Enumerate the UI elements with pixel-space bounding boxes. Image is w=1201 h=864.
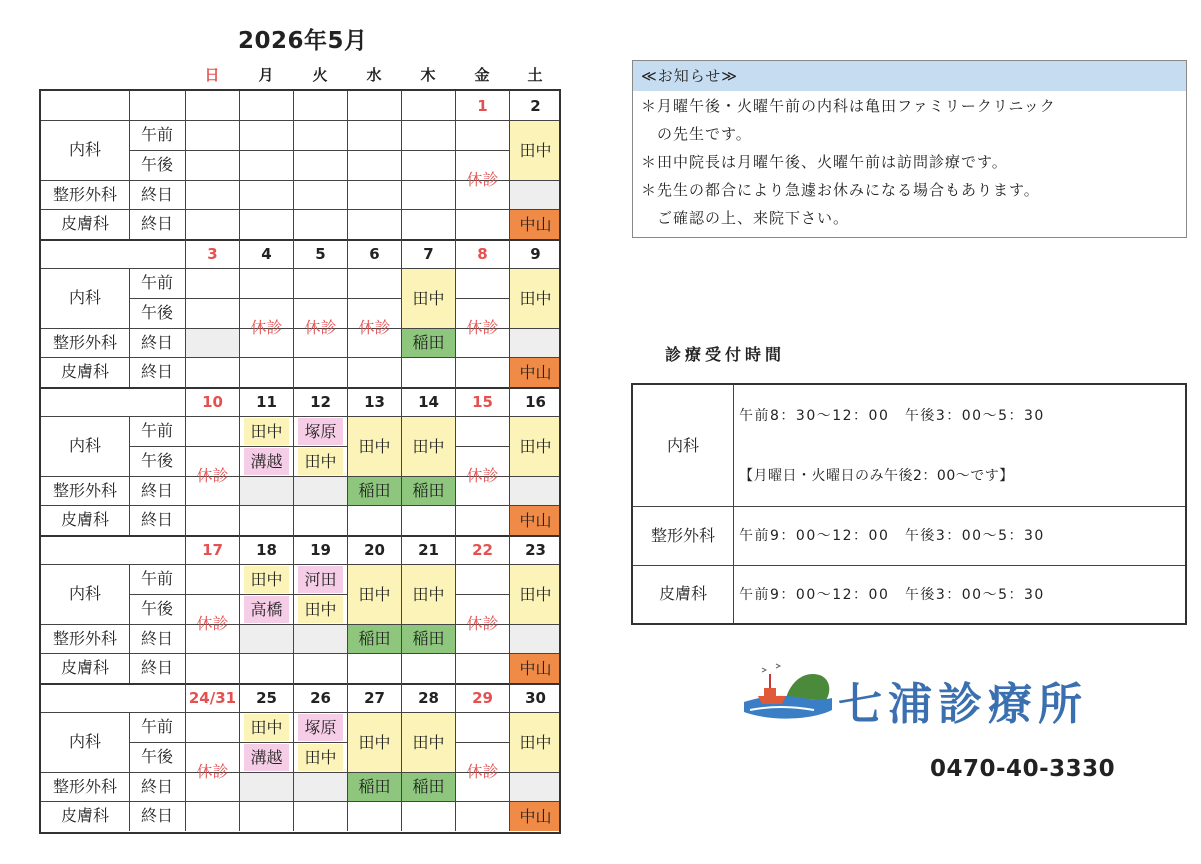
notice-line: ＊先生の都合により急遽お休みになる場合もあります。 — [641, 181, 1040, 199]
date-number: 23 — [525, 541, 546, 559]
date-number: 12 — [310, 393, 331, 411]
doctor-naika-am: 田中 — [244, 566, 289, 593]
date-number: 30 — [525, 689, 546, 707]
hours-dept-seikei: 整形外科 — [650, 526, 715, 545]
date-number: 1 — [477, 97, 488, 115]
date-number: 20 — [364, 541, 385, 559]
dept-label-naika: 内科 — [68, 436, 101, 455]
closed-label: 休診 — [466, 170, 499, 189]
empty-slot — [510, 625, 561, 653]
notice-line: ご確認の上、来院下さい。 — [641, 209, 850, 227]
date-number: 19 — [310, 541, 331, 559]
doctor-naika: 田中 — [510, 121, 561, 180]
time-label-all: 終日 — [140, 362, 173, 381]
time-label-am: 午前 — [140, 273, 173, 292]
date-number: 21 — [418, 541, 439, 559]
boat-logo-icon — [742, 660, 834, 724]
date-number: 25 — [256, 689, 277, 707]
dept-label-hifu: 皮膚科 — [60, 806, 109, 825]
time-label-all: 終日 — [140, 658, 173, 677]
closed-label: 休診 — [196, 466, 229, 485]
date-number — [186, 92, 239, 120]
date-number: 2 — [530, 97, 541, 115]
closed-label: 休診 — [304, 318, 337, 337]
empty-slot — [240, 477, 293, 505]
doctor-naika-pm: 田中 — [298, 596, 343, 623]
empty-slot — [510, 181, 561, 209]
closed-label: 休診 — [196, 614, 229, 633]
empty-slot — [510, 329, 561, 357]
date-number: 27 — [364, 689, 385, 707]
empty-slot — [186, 329, 239, 357]
calendar-title: 2026年5月 — [238, 28, 368, 54]
dept-label-naika: 内科 — [68, 584, 101, 603]
doctor-naika: 田中 — [510, 269, 561, 328]
time-label-am: 午前 — [140, 717, 173, 736]
doctor-naika: 田中 — [510, 713, 561, 772]
closed-label: 休診 — [466, 614, 499, 633]
date-number: 18 — [256, 541, 277, 559]
date-number: 4 — [261, 245, 272, 263]
closed-label: 休診 — [250, 318, 283, 337]
weekday-5: 金 — [474, 66, 490, 84]
date-number: 7 — [423, 245, 434, 263]
date-number: 10 — [202, 393, 223, 411]
notice-line: ＊田中院長は月曜午後、火曜午前は訪問診療です。 — [641, 153, 1008, 171]
doctor-naika-am: 塚原 — [298, 418, 343, 445]
date-number: 16 — [525, 393, 546, 411]
closed-label: 休診 — [466, 762, 499, 781]
closed-label: 休診 — [196, 762, 229, 781]
notice-title: ≪お知らせ≫ — [633, 61, 1186, 91]
date-number: 13 — [364, 393, 385, 411]
notice-line: の先生です。 — [641, 125, 752, 143]
doctor-naika-pm: 田中 — [298, 448, 343, 475]
notice-line: ＊月曜午後・火曜午前の内科は亀田ファミリークリニック — [641, 97, 1056, 115]
time-label-pm: 午後 — [140, 599, 173, 618]
hours-title: 診療受付時間 — [665, 345, 786, 364]
dept-label-seikei: 整形外科 — [52, 629, 117, 648]
doctor-naika: 田中 — [510, 565, 561, 624]
doctor-seikei: 稲田 — [402, 477, 455, 505]
time-label-pm: 午後 — [140, 451, 173, 470]
time-label-all: 終日 — [140, 481, 173, 500]
closed-label: 休診 — [466, 466, 499, 485]
schedule-calendar — [39, 89, 561, 834]
time-label-am: 午前 — [140, 569, 173, 588]
dept-label-naika: 内科 — [68, 140, 101, 159]
phone-number: 0470-40-3330 — [930, 756, 1116, 782]
date-number — [402, 92, 455, 120]
doctor-naika: 田中 — [348, 565, 401, 624]
weekday-3: 水 — [366, 66, 382, 84]
dept-label-hifu: 皮膚科 — [60, 362, 109, 381]
hours-dept-naika: 内科 — [666, 436, 699, 455]
date-number: 15 — [472, 393, 493, 411]
doctor-seikei: 稲田 — [348, 773, 401, 801]
date-number: 24/31 — [188, 689, 237, 707]
dept-label-seikei: 整形外科 — [52, 777, 117, 796]
date-number: 6 — [369, 245, 380, 263]
empty-slot — [294, 773, 347, 801]
time-label-pm: 午後 — [140, 303, 173, 322]
hours-naika-time: 午前8：30～12：00 午後3：00～5：30 — [739, 408, 1045, 424]
empty-slot — [294, 625, 347, 653]
date-number: 8 — [477, 245, 488, 263]
doctor-naika-pm: 溝越 — [244, 448, 289, 475]
date-number — [348, 92, 401, 120]
doctor-naika-pm: 田中 — [298, 744, 343, 771]
dept-label-seikei: 整形外科 — [52, 333, 117, 352]
doctor-naika: 田中 — [402, 713, 455, 772]
clinic-logo-name: 七浦診療所 — [838, 679, 1088, 730]
hours-dept-hifu: 皮膚科 — [658, 584, 707, 603]
hours-naika-note: 【月曜日・火曜日のみ午後2：00～です】 — [739, 468, 1014, 484]
empty-slot — [240, 625, 293, 653]
date-number — [240, 92, 293, 120]
time-label-pm: 午後 — [140, 155, 173, 174]
doctor-hifu: 中山 — [510, 506, 561, 535]
doctor-hifu: 中山 — [510, 210, 561, 239]
empty-slot — [240, 773, 293, 801]
doctor-hifu: 中山 — [510, 358, 561, 387]
time-label-all: 終日 — [140, 214, 173, 233]
date-number: 22 — [472, 541, 493, 559]
doctor-seikei: 稲田 — [348, 625, 401, 653]
date-number: 28 — [418, 689, 439, 707]
time-label-all: 終日 — [140, 806, 173, 825]
date-number: 3 — [207, 245, 218, 263]
date-number: 11 — [256, 393, 277, 411]
empty-slot — [510, 773, 561, 801]
doctor-naika: 田中 — [348, 713, 401, 772]
dept-label-hifu: 皮膚科 — [60, 510, 109, 529]
doctor-naika: 田中 — [348, 417, 401, 476]
date-number: 17 — [202, 541, 223, 559]
time-label-am: 午前 — [140, 125, 173, 144]
dept-label-naika: 内科 — [68, 288, 101, 307]
dept-label-seikei: 整形外科 — [52, 481, 117, 500]
time-label-all: 終日 — [140, 185, 173, 204]
time-label-pm: 午後 — [140, 747, 173, 766]
weekday-0: 日 — [204, 66, 220, 84]
hours-seikei-time: 午前9：00～12：00 午後3：00～5：30 — [739, 528, 1045, 544]
closed-label: 休診 — [466, 318, 499, 337]
doctor-seikei: 稲田 — [348, 477, 401, 505]
date-number: 26 — [310, 689, 331, 707]
date-number — [294, 92, 347, 120]
doctor-naika-am: 田中 — [244, 714, 289, 741]
weekday-4: 木 — [420, 66, 436, 84]
weekday-1: 月 — [258, 66, 274, 84]
hours-table — [631, 383, 1187, 625]
weekday-6: 土 — [527, 66, 543, 84]
time-label-all: 終日 — [140, 333, 173, 352]
doctor-naika-am: 田中 — [244, 418, 289, 445]
empty-slot — [294, 477, 347, 505]
doctor-seikei: 稲田 — [402, 773, 455, 801]
doctor-hifu: 中山 — [510, 654, 561, 683]
date-number: 9 — [530, 245, 541, 263]
doctor-naika: 田中 — [510, 417, 561, 476]
notice-box — [632, 60, 1187, 238]
date-number: 14 — [418, 393, 439, 411]
doctor-naika-pm: 高橋 — [244, 596, 289, 623]
empty-slot — [510, 477, 561, 505]
hours-hifu-time: 午前9：00～12：00 午後3：00～5：30 — [739, 587, 1045, 603]
date-number: 5 — [315, 245, 326, 263]
dept-label-hifu: 皮膚科 — [60, 658, 109, 677]
date-number: 29 — [472, 689, 493, 707]
doctor-seikei: 稲田 — [402, 625, 455, 653]
time-label-all: 終日 — [140, 629, 173, 648]
dept-label-seikei: 整形外科 — [52, 185, 117, 204]
doctor-seikei: 稲田 — [402, 329, 455, 357]
closed-label: 休診 — [358, 318, 391, 337]
dept-label-naika: 内科 — [68, 732, 101, 751]
doctor-naika-am: 塚原 — [298, 714, 343, 741]
doctor-naika: 田中 — [402, 417, 455, 476]
weekday-2: 火 — [312, 66, 328, 84]
doctor-naika-pm: 溝越 — [244, 744, 289, 771]
doctor-hifu: 中山 — [510, 802, 561, 831]
doctor-naika-am: 河田 — [298, 566, 343, 593]
time-label-all: 終日 — [140, 777, 173, 796]
time-label-am: 午前 — [140, 421, 173, 440]
time-label-all: 終日 — [140, 510, 173, 529]
doctor-naika: 田中 — [402, 269, 455, 328]
doctor-naika: 田中 — [402, 565, 455, 624]
dept-label-hifu: 皮膚科 — [60, 214, 109, 233]
